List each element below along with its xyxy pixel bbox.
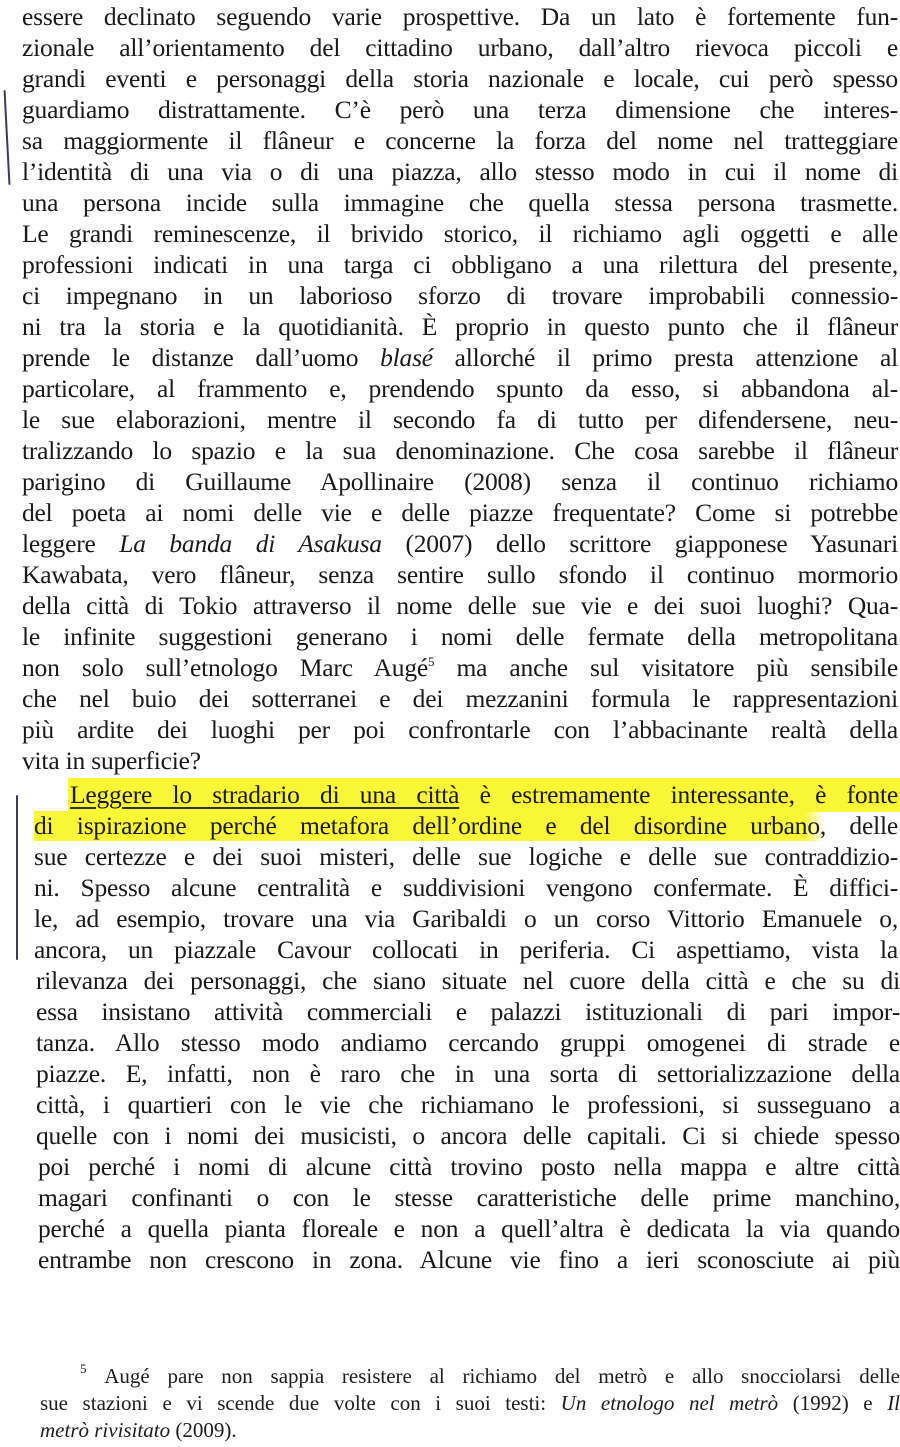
text-line: [22, 653, 898, 683]
footnote-line: [80, 1362, 900, 1390]
text-line: magari confinanti o con le stesse caratteristiche delle prime manchino,: [38, 1183, 900, 1212]
text-line: guardiamo distrattamente. C’è però una terza dimensione che interes-: [22, 95, 898, 124]
text-line: tanza. Allo stesso modo andiamo cercando gruppi omogenei di strade e: [36, 1028, 900, 1057]
text-line: zionale all’orientamento del cittadino urbano, dall’altro rievoca piccoli e: [22, 33, 898, 62]
text-line: ni. Spesso alcune centralità e suddivisioni vengono confermate. È diffici-: [34, 873, 898, 902]
text-line: particolare, al frammento e, prendendo spunto da esso, si abbandona al-: [22, 374, 898, 403]
text-line: città, i quartieri con le vie che richiamano le professioni, si susseguano a: [36, 1090, 900, 1119]
text-run: è estremamente interessante, è fonte: [459, 780, 899, 809]
text-line: grandi eventi e personaggi della storia nazionale e locale, cui però spesso: [22, 64, 898, 93]
text-line: poi perché i nomi di alcune città trovino posto nella mappa e altre città: [38, 1152, 900, 1181]
text-line: essa insistano attività commerciali e palazzi istituzionali di pari impor-: [36, 997, 900, 1026]
text-line: quelle con i nomi dei musicisti, o ancora delle capitali. Ci si chiede spesso: [36, 1121, 900, 1150]
text-line: una persona incide sulla immagine che quella stessa persona trasmette.: [22, 188, 898, 217]
margin-pen-mark-bottom: [16, 795, 18, 960]
text-line: le, ad esempio, trovare una via Garibaldi o un corso Vittorio Emanuele o,: [34, 904, 898, 933]
book-title: Il: [887, 1391, 900, 1415]
text-line: del poeta ai nomi delle vie e delle piazze frequentate? Come si potrebbe: [22, 498, 898, 527]
text-run: (2007) dello scrittore giapponese Yasunari: [381, 529, 899, 558]
footnote-ref[interactable]: 5: [428, 654, 435, 669]
text-run: prende le distanze dall’uomo: [22, 343, 381, 372]
text-line: rilevanza dei personaggi, che siano situate nel cuore della città e che su di: [36, 966, 900, 995]
text-line: essere declinato seguendo varie prospettive. Da un lato è fortemente fun-: [22, 2, 898, 31]
footnote-line: [40, 1416, 237, 1444]
text-run: non solo sull’etnologo Marc Augé: [22, 653, 429, 682]
footnote-line: [40, 1389, 900, 1417]
text-line: le sue elaborazioni, mentre il secondo fa di tutto per difendersene, neu-: [22, 405, 898, 434]
text-line: della città di Tokio attraverso il nome delle sue vie e dei suoi luoghi? Qua-: [22, 591, 898, 620]
text-line: piazze. E, infatti, non è raro che in una sorta di settorializzazione della: [36, 1059, 900, 1088]
text-line: [22, 343, 898, 373]
text-line: entrambe non crescono in zona. Alcune vie fino a ieri sconosciute ai più: [38, 1245, 900, 1274]
italic-term: blasé: [380, 343, 433, 372]
text-line: che nel buio dei sotterranei e dei mezzanini formula le rappresentazioni: [22, 684, 898, 713]
book-title: La banda di Asakusa: [119, 529, 382, 558]
highlighted-text-line: di ispirazione perché metafora dell’ordine e del disordine urbano, delle: [34, 811, 898, 840]
underlined-phrase: Leggere lo stradario di una città: [70, 780, 460, 809]
text-line: l’identità di una via o di una piazza, allo stesso modo in cui il nome di: [22, 157, 898, 186]
text-line: ni tra la storia e la quotidianità. È proprio in questo punto che il flâneur: [22, 312, 898, 341]
text-line: [22, 529, 898, 559]
text-line: tralizzando lo spazio e la sua denominazione. Che cosa sarebbe il flâneur: [22, 436, 898, 465]
text-line: perché a quella pianta floreale e non a quell’altra è dedicata la via quando: [38, 1214, 900, 1243]
book-title: metrò rivisitato: [40, 1418, 171, 1442]
text-line: sue certezze e dei suoi misteri, delle sue logiche e delle sue contraddizio-: [34, 842, 898, 871]
text-line: ancora, un piazzale Cavour collocati in periferia. Ci aspettiamo, vista la: [34, 935, 898, 964]
highlighted-text-line: [70, 780, 898, 810]
margin-pen-mark-top: [4, 90, 11, 185]
text-run: allorché il primo presta attenzione al: [432, 343, 898, 372]
text-line: Le grandi reminescenze, il brivido storico, il richiamo agli oggetti e alle: [22, 219, 898, 248]
text-line: più ardite dei luoghi per poi confrontarle con l’abbacinante realtà della: [22, 715, 898, 744]
text-line: professioni indicati in una targa ci obbligano a una rilettura del presente,: [22, 250, 898, 279]
text-line: Kawabata, vero flâneur, senza sentire sullo sfondo il continuo mormorio: [22, 560, 898, 589]
book-title: Un etnologo nel metrò: [560, 1391, 779, 1415]
text-run: leggere: [22, 529, 120, 558]
text-line: ci impegnano in un laborioso sforzo di trovare improbabili connessio-: [22, 281, 898, 310]
text-line: parigino di Guillaume Apollinaire (2008) senza il continuo richiamo: [22, 467, 898, 496]
text-run: (2009).: [170, 1418, 237, 1442]
text-run: Augé pare non sappia resistere al richiamo del metrò e allo snocciolarsi delle: [104, 1364, 900, 1388]
text-run: ma anche sul visitatore più sensibile: [434, 653, 898, 682]
text-run: (1992) e: [778, 1391, 888, 1415]
text-line: le infinite suggestioni generano i nomi delle fermate della metropolitana: [22, 622, 898, 651]
footnote-number: 5: [80, 1361, 87, 1376]
text-run: sue stazioni e vi scende due volte con i suoi testi:: [40, 1391, 561, 1415]
text-line: vita in superficie?: [22, 746, 201, 775]
text-line: sa maggiormente il flâneur e concerne la forza del nome nel tratteggiare: [22, 126, 898, 155]
